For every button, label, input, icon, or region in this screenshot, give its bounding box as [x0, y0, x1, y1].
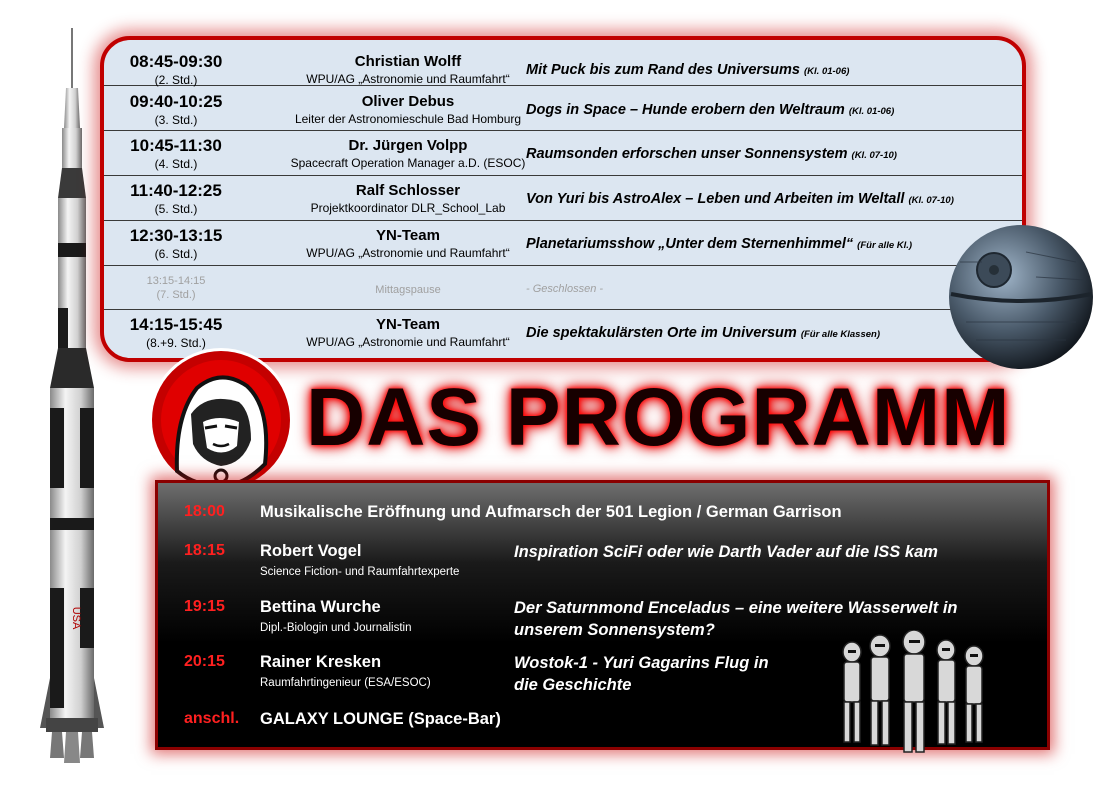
schedule-row — [104, 131, 1022, 176]
lesson-slot: (5. Std.) — [154, 202, 198, 216]
speaker-name: Ralf Schlosser — [355, 182, 461, 199]
time-range: 08:45-09:30 — [129, 52, 223, 71]
lesson-slot: (4. Std.) — [154, 157, 198, 171]
speaker-name: Dr. Jürgen Volpp — [348, 137, 468, 154]
event-time: 19:15 — [184, 598, 225, 615]
time-range: 14:15-15:45 — [129, 315, 223, 334]
astronaut-logo — [147, 346, 295, 494]
schedule-row — [104, 221, 1022, 266]
event-title: Musikalische Eröffnung und Aufmarsch der 501 Legion / German Garrison — [260, 503, 842, 521]
speaker-name: Oliver Debus — [361, 93, 455, 110]
death-star-image — [946, 222, 1096, 372]
schedule-row-lunch-break — [104, 266, 1022, 310]
speaker-name: Christian Wolff — [354, 53, 462, 70]
speaker-name: YN-Team — [376, 227, 440, 244]
time-range: 12:30-13:15 — [129, 226, 223, 245]
event-time: 20:15 — [184, 653, 225, 670]
speaker-role: Dipl.-Biologin und Journalistin — [260, 622, 412, 634]
event-time: anschl. — [184, 710, 240, 727]
class-level: (Für alle Kl.) — [857, 240, 913, 251]
event-time: 18:00 — [184, 503, 225, 520]
speaker-name: Robert Vogel — [260, 542, 362, 560]
talk-title: Planetariumsshow „Unter dem Sternenhimmel“ — [526, 236, 854, 252]
lesson-slot: (8.+9. Std.) — [146, 336, 206, 350]
time-range: 09:40-10:25 — [129, 92, 223, 111]
speaker-role: WPU/AG „Astronomie und Raumfahrt“ — [306, 246, 510, 260]
speaker-role: Spacecraft Operation Manager a.D. (ESOC) — [290, 156, 526, 170]
talk-title: Raumsonden erforschen unser Sonnensystem — [526, 146, 848, 162]
class-level: (Kl. 07-10) — [908, 195, 954, 206]
speaker-role: WPU/AG „Astronomie und Raumfahrt“ — [306, 335, 510, 349]
class-level: (Kl. 07-10) — [851, 150, 897, 161]
lesson-slot: (6. Std.) — [154, 247, 198, 261]
talk-title: Der Saturnmond Enceladus – eine weitere Wasserwelt in unserem Sonnensystem? — [514, 599, 958, 639]
talk-title: Inspiration SciFi oder wie Darth Vader auf die ISS kam — [514, 543, 938, 561]
closed-label: - Geschlossen - — [526, 283, 604, 295]
talk-title: Wostok-1 - Yuri Gagarins Flug in die Geschichte — [514, 654, 769, 694]
schedule-row — [104, 86, 1022, 131]
speaker-name: Bettina Wurche — [260, 598, 381, 616]
break-label: Mittagspause — [375, 284, 441, 296]
time-range: 11:40-12:25 — [130, 181, 222, 200]
stormtroopers-image — [830, 630, 1000, 770]
talk-title: Von Yuri bis AstroAlex – Leben und Arbeiten im Weltall — [526, 191, 905, 207]
svg-text:USA: USA — [70, 606, 82, 630]
speaker-role: Projektkoordinator DLR_School_Lab — [310, 201, 506, 215]
talk-title: Dogs in Space – Hunde erobern den Weltraum — [526, 102, 845, 118]
time-range: 10:45-11:30 — [130, 136, 222, 155]
class-level: (Kl. 01-06) — [848, 106, 895, 117]
lesson-slot: (7. Std.) — [156, 289, 196, 301]
talk-title: Die spektakulärsten Orte im Universum — [526, 325, 797, 341]
speaker-role: Leiter der Astronomieschule Bad Homburg — [294, 112, 522, 126]
lesson-slot: (2. Std.) — [154, 73, 198, 87]
speaker-role: Science Fiction- und Raumfahrtexperte — [260, 566, 460, 578]
event-time: 18:15 — [184, 542, 225, 559]
speaker-name: YN-Team — [376, 316, 440, 333]
time-range: 13:15-14:15 — [146, 275, 206, 287]
speaker-role: Raumfahrtingenieur (ESA/ESOC) — [260, 677, 431, 689]
class-level: (Kl. 01-06) — [804, 66, 850, 77]
schedule-row — [104, 176, 1022, 221]
speaker-name: Rainer Kresken — [260, 653, 382, 671]
talk-title: Mit Puck bis zum Rand des Universums — [526, 62, 800, 78]
speaker-role: WPU/AG „Astronomie und Raumfahrt“ — [306, 72, 510, 86]
schedule-row — [104, 40, 1022, 86]
program-heading: DAS PROGRAMM — [306, 372, 1011, 463]
event-title: GALAXY LOUNGE (Space-Bar) — [260, 710, 501, 728]
class-level: (Für alle Klassen) — [800, 329, 881, 340]
daytime-schedule-table — [100, 36, 1026, 362]
lesson-slot: (3. Std.) — [154, 113, 198, 127]
